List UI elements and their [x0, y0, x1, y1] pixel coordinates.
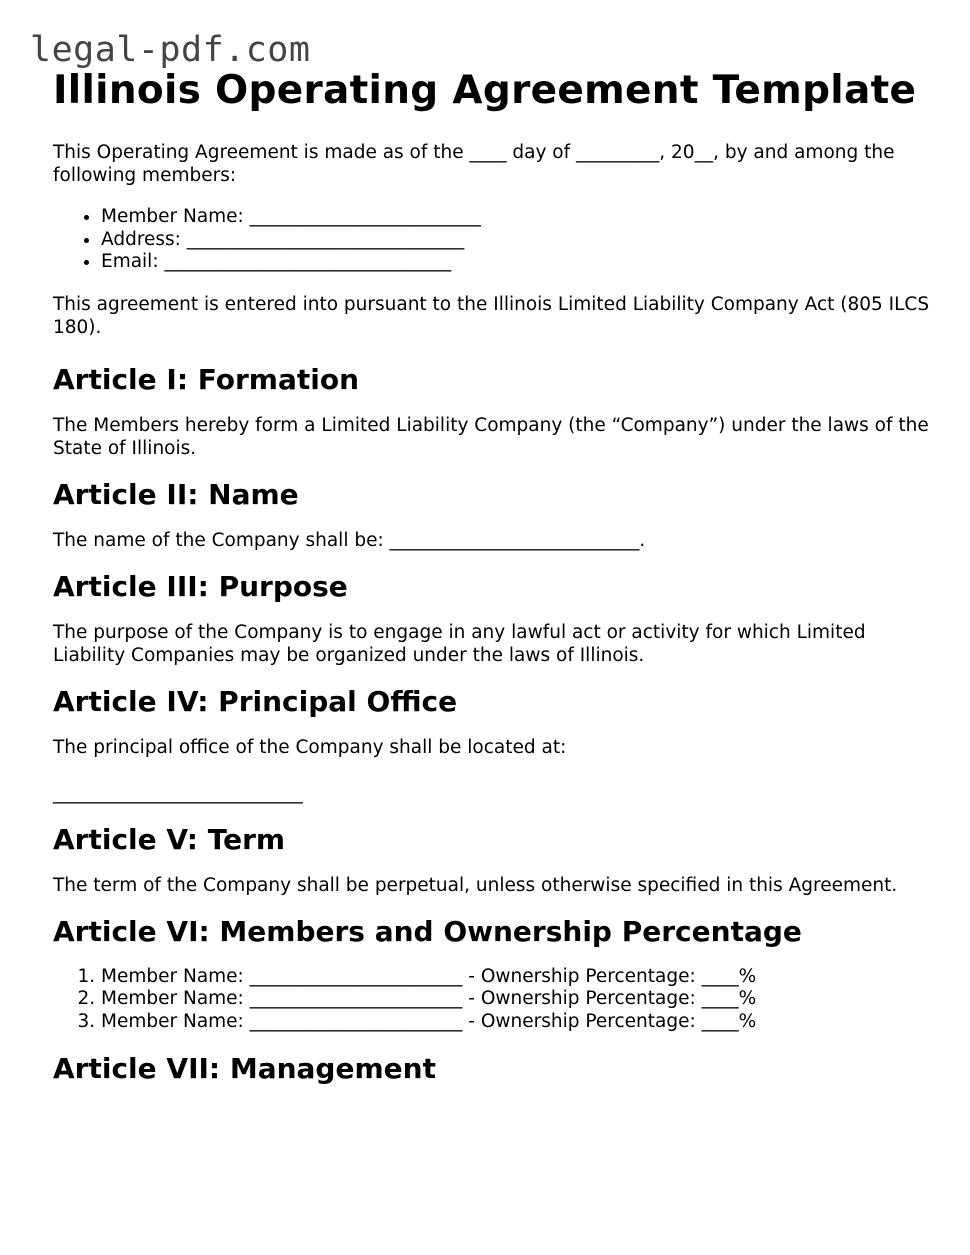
document-title: Illinois Operating Agreement Template — [53, 68, 917, 113]
article-formation-heading: Article I: Formation — [53, 362, 360, 396]
member-name-field: • Member Name: _________________________ — [101, 206, 933, 229]
article-name-text: The name of the Company shall be: ___________________________. — [53, 529, 646, 551]
ownership-item: 1. Member Name: _______________________ - Ownership Percentage: ____% — [101, 966, 933, 989]
article-principal-office-text: The principal office of the Company shall be located at: — [53, 736, 567, 758]
ownership-item: 3. Member Name: _______________________ - Ownership Percentage: ____% — [101, 1011, 933, 1034]
article-term-text: The term of the Company shall be perpetual, unless otherwise specified in this Agreement. — [53, 874, 898, 896]
article-formation-text: The Members hereby form a Limited Liability Company (the “Company”) under the laws of the State of Illinois. — [53, 414, 929, 459]
article-principal-office-heading: Article IV: Principal Office — [53, 684, 458, 718]
member-email-field: • Email: _______________________________ — [101, 251, 933, 274]
ownership-list — [53, 966, 933, 1034]
article-management-heading: Article VII: Management — [53, 1052, 436, 1085]
document-page — [53, 66, 933, 1087]
article-members-ownership-heading: Article VI: Members and Ownership Percentage — [53, 914, 802, 948]
ownership-item: 2. Member Name: _______________________ - Ownership Percentage: ____% — [101, 988, 933, 1011]
intro-paragraph: This Operating Agreement is made as of the ____ day of _________, 20__, by and among the following members: — [53, 142, 895, 186]
article-purpose-text: The purpose of the Company is to engage in any lawful act or activity for which Limited Liability Companies may be organized under the laws of Illinois. — [53, 621, 866, 666]
act-statement: This agreement is entered into pursuant to the Illinois Limited Liability Company Act (805 ILCS 180). — [53, 293, 930, 338]
principal-office-blank: ___________________________ — [53, 782, 303, 804]
member-fields-list — [53, 206, 933, 274]
article-purpose-heading: Article III: Purpose — [53, 569, 348, 603]
watermark: legal-pdf.com — [30, 30, 311, 70]
article-term-heading: Article V: Term — [53, 822, 286, 856]
article-name-heading: Article II: Name — [53, 477, 299, 511]
member-address-field: • Address: ______________________________ — [101, 229, 933, 252]
